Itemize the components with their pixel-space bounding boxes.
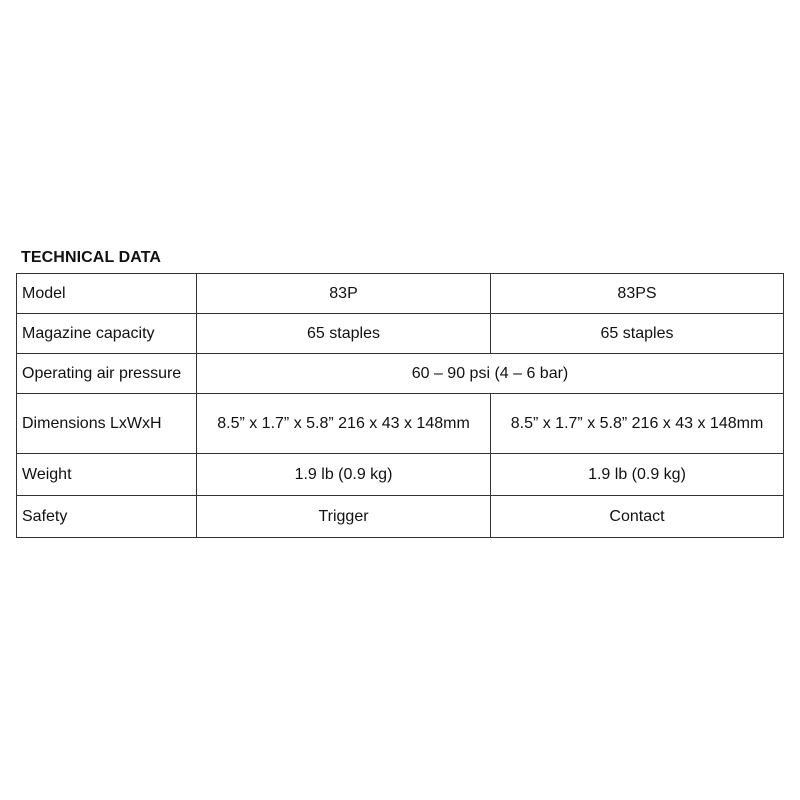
table-row-magazine-capacity [17,314,784,354]
row-label-safety: Safety [17,496,197,538]
table-row-weight [17,454,784,496]
cell-model-83p: 83P [197,274,491,314]
cell-model-83ps: 83PS [491,274,784,314]
cell-dimensions-83ps: 8.5” x 1.7” x 5.8” 216 x 43 x 148mm [491,394,784,454]
table-row-operating-air-pressure [17,354,784,394]
cell-dimensions-83p: 8.5” x 1.7” x 5.8” 216 x 43 x 148mm [197,394,491,454]
cell-weight-83ps: 1.9 lb (0.9 kg) [491,454,784,496]
cell-safety-83ps: Contact [491,496,784,538]
table-row-safety [17,496,784,538]
cell-magazine-83ps: 65 staples [491,314,784,354]
section-heading: TECHNICAL DATA [21,249,162,266]
row-label-dimensions: Dimensions LxWxH [17,394,197,454]
row-label-magazine-capacity: Magazine capacity [17,314,197,354]
cell-safety-83p: Trigger [197,496,491,538]
row-label-operating-air-pressure: Operating air pressure [17,354,197,394]
technical-data-table [16,273,784,538]
table-row-model [17,274,784,314]
cell-weight-83p: 1.9 lb (0.9 kg) [197,454,491,496]
row-label-model: Model [17,274,197,314]
cell-magazine-83p: 65 staples [197,314,491,354]
row-label-weight: Weight [17,454,197,496]
cell-pressure-shared: 60 – 90 psi (4 – 6 bar) [197,354,784,394]
table-row-dimensions [17,394,784,454]
